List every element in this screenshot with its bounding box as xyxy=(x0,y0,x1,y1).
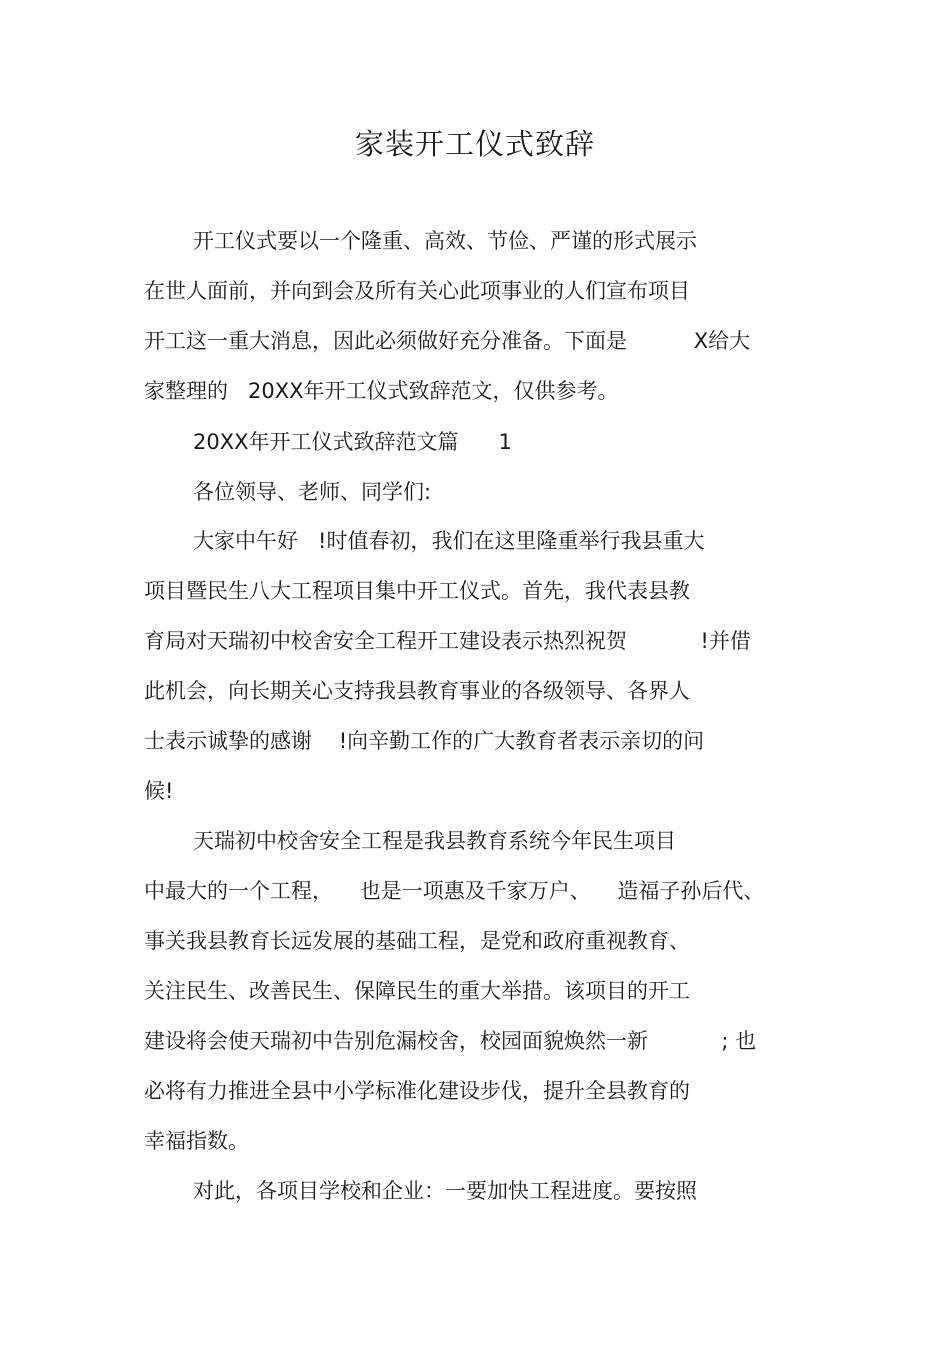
paragraph-line: 项目暨民生八大工程项目集中开工仪式。首先，我代表县教 xyxy=(144,579,690,603)
paragraph-line: 士表示诚挚的感谢 !向辛勤工作的广大教育者表示亲切的问 xyxy=(144,729,705,753)
document-title: 家装开工仪式致辞 xyxy=(354,127,595,161)
paragraph-line: 此机会，向长期关心支持我县教育事业的各级领导、各界人 xyxy=(144,679,690,703)
paragraph-line: 天瑞初中校舍安全工程是我县教育系统今年民生项目 xyxy=(193,829,676,853)
paragraph-line: 幸福指数。 xyxy=(144,1129,249,1153)
paragraph-line: 育局对天瑞初中校舍安全工程开工建设表示热烈祝贺 !并借 xyxy=(144,629,751,653)
paragraph-line: 事关我县教育长远发展的基础工程，是党和政府重视教育、 xyxy=(144,929,690,953)
paragraph-line: 候! xyxy=(144,779,174,803)
paragraph-line: 家整理的 20XX年开工仪式致辞范文，仅供参考。 xyxy=(144,379,619,403)
section-heading: 20XX年开工仪式致辞范文篇 1 xyxy=(193,430,512,454)
paragraph-line: 开工仪式要以一个隆重、高效、节俭、严谨的形式展示 xyxy=(193,229,697,253)
paragraph-line: 必将有力推进全县中小学标准化建设步伐，提升全县教育的 xyxy=(144,1079,690,1103)
paragraph-line: 在世人面前，并向到会及所有关心此项事业的人们宣布项目 xyxy=(144,279,690,303)
paragraph-line: 对此，各项目学校和企业：一要加快工程进度。要按照 xyxy=(193,1179,697,1203)
salutation: 各位领导、老师、同学们: xyxy=(193,480,432,504)
paragraph-line: 大家中午好 !时值春初，我们在这里隆重举行我县重大 xyxy=(193,529,705,553)
paragraph-line: 建设将会使天瑞初中告别危漏校舍，校园面貌焕然一新 ; 也 xyxy=(144,1029,757,1053)
paragraph-line: 关注民生、改善民生、保障民生的重大举措。该项目的开工 xyxy=(144,979,690,1003)
paragraph-line: 开工这一重大消息，因此必须做好充分准备。下面是 X给大 xyxy=(144,329,751,353)
paragraph-line: 中最大的一个工程， 也是一项惠及千家万户、 造福子孙后代、 xyxy=(144,879,765,903)
